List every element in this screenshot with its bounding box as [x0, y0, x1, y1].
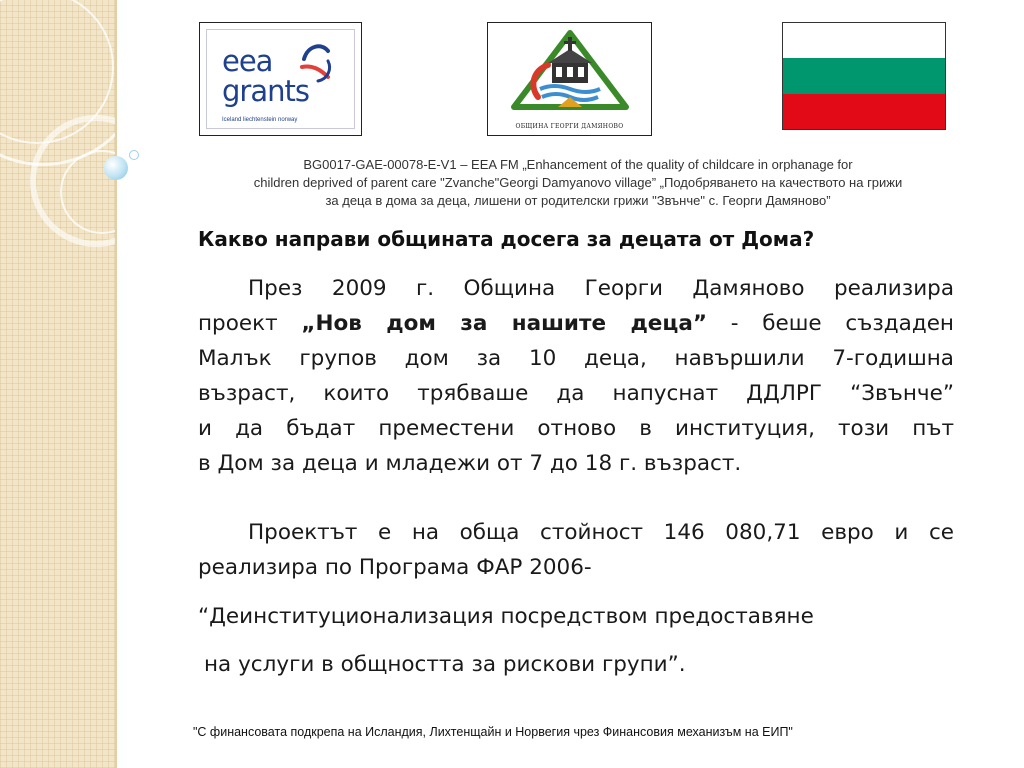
text-span: проект	[198, 311, 302, 336]
paragraph-line	[198, 306, 954, 341]
paragraph-line: и да бъдат преместени отново в институция, този път	[198, 416, 954, 441]
eea-grants-icon	[298, 39, 338, 85]
header-line: children deprived of parent care "Zvanche"Georgi Damyanovo village” „Подобряването на качеството на грижи	[253, 175, 903, 190]
decorative-ring	[60, 150, 144, 234]
flag-stripe-white	[783, 23, 945, 58]
decorative-divider	[115, 0, 117, 768]
section-heading: Какво направи общината досега за децата от Дома?	[198, 227, 815, 251]
logo-subtitle: Iceland liechtenstein norway	[222, 117, 298, 123]
paragraph-line: През 2009 г. Община Георги Дамяново реализира	[248, 276, 954, 301]
paragraph-2	[198, 515, 954, 585]
text-span: - беше създаден	[706, 311, 954, 336]
eea-grants-logo	[199, 22, 362, 136]
logo-text-grants: grants	[222, 74, 309, 108]
decorative-sidebar	[0, 0, 115, 768]
project-name: „Нов дом за нашите деца”	[301, 311, 707, 336]
funding-footer: "С финансовата подкрепа на Исландия, Лихтенщайн и Норвегия чрез Финансовия механизъм на ЕИП"	[193, 725, 793, 739]
municipality-emblem-icon	[508, 27, 632, 123]
bulgarian-flag	[782, 22, 946, 130]
paragraph-line: на услуги в общността за рискови групи”.	[204, 652, 686, 677]
paragraph-line: Малък групов дом за 10 деца, навършили 7-годишна	[198, 346, 954, 371]
header-line: BG0017-GAE-00078-E-V1 – EEA FM „Enhancement of the quality of childcare in orphanage for	[303, 157, 853, 172]
paragraph-line: “Деинституционализация посредством предоставяне	[198, 604, 814, 629]
paragraph-line: Проектът е на обща стойност 146 080,71 евро и се	[248, 520, 954, 545]
paragraph-line: реализира по Програма ФАР 2006-	[198, 555, 592, 580]
project-header	[140, 156, 1016, 210]
municipality-logo	[487, 22, 652, 136]
flag-stripe-red	[783, 94, 945, 129]
decorative-bubble	[129, 150, 139, 160]
logo-text-eea: eea	[222, 44, 273, 78]
flag-stripe-green	[783, 58, 945, 93]
header-line: за деца в дома за деца, лишени от родителски грижи "Звънче" с. Георги Дамяново”	[325, 193, 831, 208]
logo-caption: ОБЩИНА ГЕОРГИ ДАМЯНОВО	[515, 123, 624, 130]
paragraph-1	[198, 271, 954, 481]
paragraph-line: възраст, които трябваше да напуснат ДДЛРГ “Звънче”	[198, 381, 954, 406]
paragraph-line: в Дом за деца и младежи от 7 до 18 г. възраст.	[198, 451, 742, 476]
decorative-bubble	[104, 156, 128, 180]
